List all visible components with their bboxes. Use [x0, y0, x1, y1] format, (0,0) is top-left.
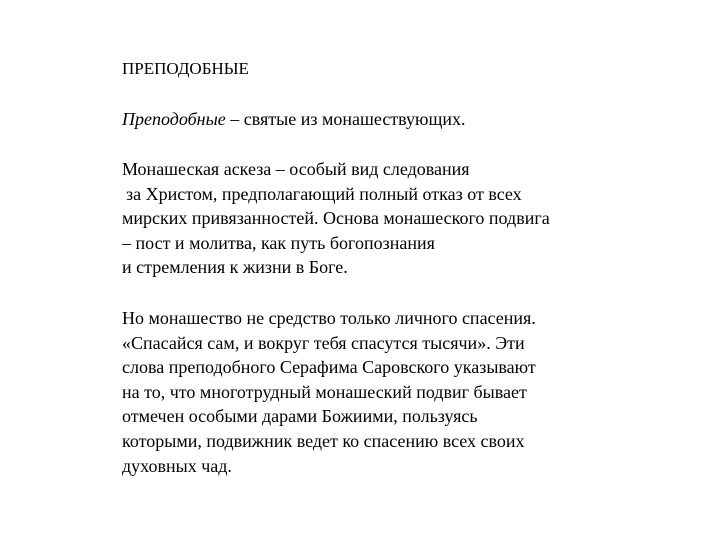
paragraph-line: и стремления к жизни в Боге.	[122, 257, 348, 278]
paragraph-line: слова преподобного Серафима Саровского указывают	[122, 357, 536, 378]
slide-title: ПРЕПОДОБНЫЕ	[122, 59, 249, 78]
paragraph-line: «Спасайся сам, и вокруг тебя спасутся тысячи». Эти	[122, 332, 525, 353]
slide-content	[122, 57, 642, 504]
paragraph-line: – пост и молитва, как путь богопознания	[122, 232, 435, 253]
paragraph-line: мирских привязанностей. Основа монашеского подвига	[122, 208, 550, 229]
paragraph-line: Но монашество не средство только личного спасения.	[122, 307, 536, 328]
paragraph-line: на то, что многотрудный монашеский подвиг бывает	[122, 381, 527, 402]
paragraph-line: которыми, подвижник ведет ко спасению всех своих	[122, 430, 525, 451]
paragraph-line: Монашеская аскеза – особый вид следования	[122, 159, 470, 179]
paragraph-line: за Христом, предполагающий полный отказ от всех	[126, 183, 522, 204]
paragraph-line: духовных чад.	[122, 455, 232, 476]
paragraph-asceticism	[122, 157, 642, 280]
definition-text: – святые из монашествующих.	[225, 109, 466, 129]
paragraph-line: отмечен особыми дарами Божиими, пользуясь	[122, 406, 478, 427]
paragraph-salvation	[122, 306, 642, 478]
definition-term: Преподобные	[122, 109, 226, 129]
definition-line	[122, 107, 642, 131]
